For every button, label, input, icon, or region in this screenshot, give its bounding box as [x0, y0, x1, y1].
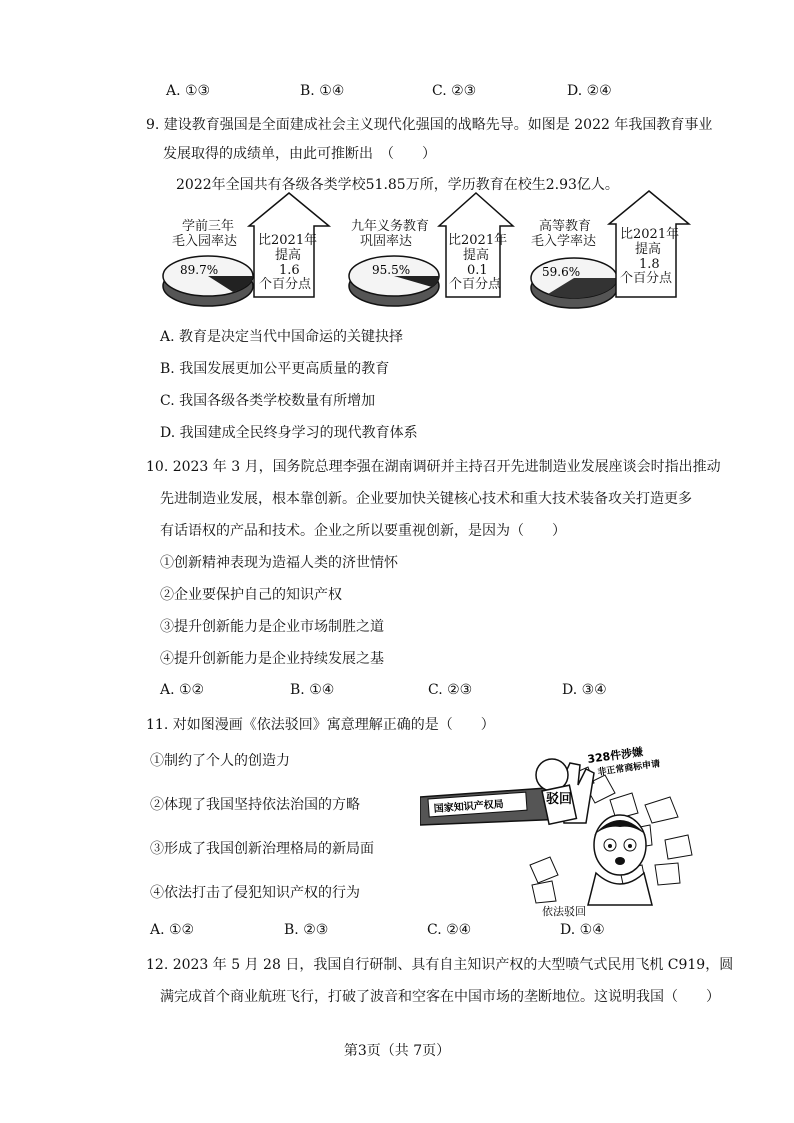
stat3-pct: 59.6% — [542, 265, 581, 279]
cartoon-stamp: 驳回 — [546, 792, 573, 807]
q8-option-a: A. ①③ — [166, 83, 211, 99]
stat3-arrow-l4: 个百分点 — [620, 271, 673, 286]
stat2-label2: 巩固率达 — [360, 234, 413, 249]
q10-line2: 先进制造业发展，根本靠创新。企业要加快关键核心技术和重大技术装备攻关打造更多 — [160, 491, 692, 507]
cartoon-banner2: 非正常商标申请 — [597, 759, 661, 778]
q10-option-a: A. ①② — [160, 682, 205, 698]
stat1-arrow-l3: 1.6 — [279, 263, 300, 278]
stat1-pie — [160, 252, 256, 312]
q9-stem-line2: 发展取得的成绩单，由此可推断出 （ ） — [163, 146, 436, 162]
stat3-label2: 毛入学率达 — [531, 234, 597, 249]
q10-option-d: D. ③④ — [562, 682, 607, 698]
q11-option-d: D. ①④ — [560, 922, 605, 938]
q11-cartoon — [420, 745, 710, 920]
q11-stem: 11. 对如图漫画《依法驳回》寓意理解正确的是（ ） — [146, 717, 495, 733]
stat3-arrow-l1: 比2021年 — [620, 227, 680, 242]
q12-line2: 满完成首个商业航班飞行，打破了波音和空客在中国市场的垄断地位。这说明我国（ ） — [160, 989, 720, 1005]
stat3-arrow-l3: 1.8 — [639, 257, 660, 272]
cartoon-sleeve: 国家知识产权局 — [433, 799, 505, 815]
q11-item2: ②体现了我国坚持依法治国的方略 — [150, 797, 360, 813]
q10-item2: ②企业要保护自己的知识产权 — [160, 587, 342, 603]
q12-line1: 12. 2023 年 5 月 28 日，我国自行研制、具有自主知识产权的大型喷气式民用飞机 C919，圆 — [146, 957, 734, 973]
stat2-arrow-l1: 比2021年 — [448, 233, 508, 248]
stat2-pie — [346, 252, 442, 312]
page-footer: 第3页（共 7页） — [343, 1043, 451, 1059]
cartoon-caption: 依法驳回 — [542, 905, 586, 918]
stat2-pct: 95.5% — [372, 263, 411, 277]
q9-option-a: A. 教育是决定当代中国命运的关键抉择 — [160, 329, 404, 345]
q9-option-d: D. 我国建成全民终身学习的现代教育体系 — [160, 425, 418, 441]
q10-item1: ①创新精神表现为造福人类的济世情怀 — [160, 555, 398, 571]
stat1-pct: 89.7% — [180, 263, 219, 277]
q10-option-c: C. ②③ — [428, 682, 473, 698]
q11-option-a: A. ①② — [150, 922, 195, 938]
stat2-label1: 九年义务教育 — [351, 219, 430, 234]
q11-option-c: C. ②④ — [427, 922, 472, 938]
q11-item1: ①制约了个人的创造力 — [150, 753, 290, 769]
q10-item4: ④提升创新能力是企业持续发展之基 — [160, 651, 384, 667]
stat1-arrow-l2: 提高 — [275, 248, 302, 263]
stat1-label2: 毛入园率达 — [172, 234, 238, 249]
stat2-arrow-l4: 个百分点 — [449, 277, 502, 292]
q8-option-d: D. ②④ — [567, 83, 612, 99]
stat1-arrow-l1: 比2021年 — [258, 233, 318, 248]
q8-option-b: B. ①④ — [300, 83, 345, 99]
stat2-arrow-l2: 提高 — [463, 248, 490, 263]
q10-line1: 10. 2023 年 3 月，国务院总理李强在湖南调研并主持召开先进制造业发展座谈会时指出推动 — [146, 459, 721, 475]
q9-option-b: B. 我国发展更加公平更高质量的教育 — [160, 361, 390, 377]
stat3-arrow-l2: 提高 — [635, 242, 662, 257]
stat3-label1: 高等教育 — [539, 219, 592, 234]
q11-item4: ④依法打击了侵犯知识产权的行为 — [150, 885, 360, 901]
q8-option-c: C. ②③ — [432, 83, 477, 99]
q9-stem-line1: 9. 建设教育强国是全面建成社会主义现代化强国的战略先导。如图是 2022 年我国教育事业 — [146, 117, 713, 133]
q9-figure-title: 2022年全国共有各级各类学校51.85万所，学历教育在校生2.93亿人。 — [176, 177, 619, 193]
cartoon-banner: 328件涉嫌 — [586, 745, 644, 766]
q11-option-b: B. ②③ — [284, 922, 329, 938]
q10-item3: ③提升创新能力是企业市场制胜之道 — [160, 619, 384, 635]
stat1-arrow-l4: 个百分点 — [259, 277, 312, 292]
q10-line3: 有话语权的产品和技术。企业之所以要重视创新，是因为（ ） — [160, 523, 566, 539]
q9-option-c: C. 我国各级各类学校数量有所增加 — [160, 393, 376, 409]
q11-item3: ③形成了我国创新治理格局的新局面 — [150, 841, 374, 857]
q10-option-b: B. ①④ — [290, 682, 335, 698]
stat2-arrow-l3: 0.1 — [467, 263, 488, 278]
stat1-label1: 学前三年 — [182, 219, 235, 234]
